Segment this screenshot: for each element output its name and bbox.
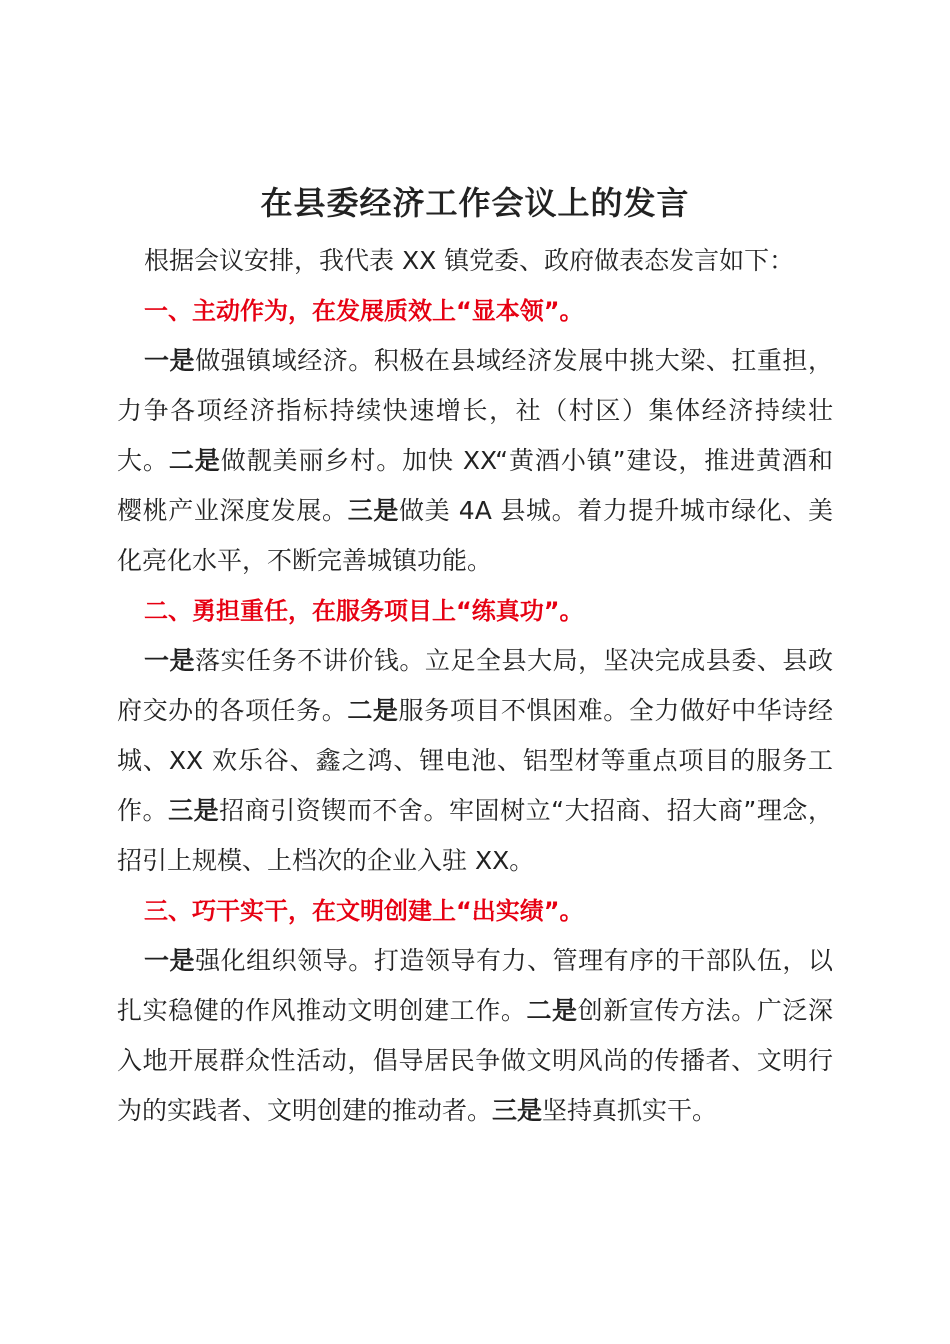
section-1-body (117, 336, 833, 586)
section-3-heading: 三、巧干实干，在文明创建上“出实绩”。 (144, 897, 584, 925)
section-2-body (117, 636, 833, 886)
item-lead: 二是 (347, 696, 399, 725)
item-lead: 一是 (144, 646, 196, 675)
item-text: 创新宣传方法。广泛深入地开展群众性活动，倡导居民争做文明风尚的传播者、文明行为的实践者、文明创建的推动者。 (117, 996, 833, 1125)
item-text: 落实任务不讲价钱。立足全县大局，坚决完成县委、县政府交办的各项任务。 (117, 646, 833, 725)
item-lead: 一是 (144, 346, 196, 375)
item-lead: 三是 (347, 496, 399, 525)
item-lead: 三是 (168, 796, 220, 825)
item-lead: 一是 (144, 946, 196, 975)
item-text: 招商引资锲而不舍。牢固树立“大招商、招大商”理念，招引上规模、上档次的企业入驻 XX。 (117, 796, 833, 875)
item-lead: 三是 (492, 1096, 543, 1125)
section-3-body (117, 936, 833, 1136)
item-lead: 二是 (526, 996, 578, 1025)
section-2-heading: 二、勇担重任，在服务项目上“练真功”。 (144, 597, 584, 625)
item-text: 做强镇域经济。积极在县域经济发展中挑大梁、扛重担，力争各项经济指标持续快速增长，社（村区）集体经济持续壮大。 (117, 346, 833, 475)
item-text: 做靓美丽乡村。加快 XX“黄酒小镇”建设，推进黄酒和樱桃产业深度发展。 (117, 446, 833, 525)
document-page (117, 180, 833, 1136)
item-text: 强化组织领导。打造领导有力、管理有序的干部队伍，以扎实稳健的作风推动文明创建工作。 (117, 946, 833, 1025)
item-lead: 二是 (168, 446, 221, 475)
section-1-heading: 一、主动作为，在发展质效上“显本领”。 (144, 297, 584, 325)
document-title: 在县委经济工作会议上的发言 (260, 184, 690, 222)
item-text: 服务项目不惧困难。全力做好中华诗经城、XX 欢乐谷、鑫之鸿、锂电池、铝型材等重点项目的服务工作。 (117, 696, 833, 825)
item-text: 坚持真抓实干。 (542, 1096, 718, 1125)
item-text: 做美 4A 县城。着力提升城市绿化、美化亮化水平，不断完善城镇功能。 (117, 496, 833, 575)
intro-paragraph: 根据会议安排，我代表 XX 镇党委、政府做表态发言如下： (144, 246, 795, 275)
